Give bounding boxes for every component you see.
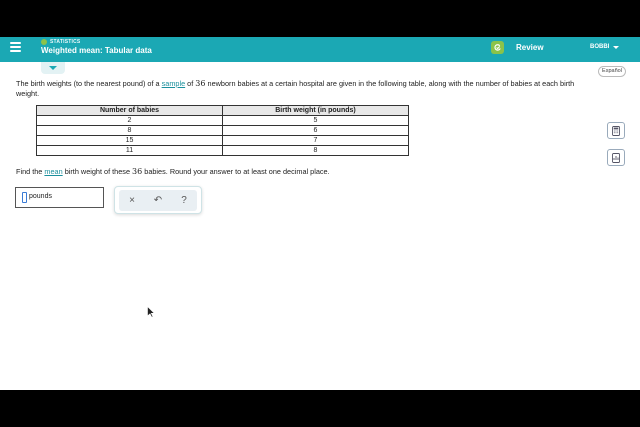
top-bar [0, 37, 640, 62]
topic-status-dot-icon [41, 39, 47, 45]
letterbox-bottom [0, 390, 640, 427]
table-header-weight: Birth weight (in pounds) [223, 106, 409, 116]
user-menu-button[interactable]: BOBBI [590, 44, 610, 50]
question-part: Find the [16, 167, 45, 176]
problem-text: newborn babies at a certain hospital are given in the following table, along with the number of babies at each birth weight. [16, 79, 575, 98]
answer-input[interactable] [15, 187, 104, 208]
problem-text: The birth weights (to the nearest pound) of a [16, 79, 162, 88]
table-cell: 6 [223, 126, 409, 136]
problem-statement [16, 79, 596, 99]
data-table [36, 105, 409, 156]
review-icon[interactable] [491, 41, 504, 54]
problem-text: of [185, 79, 196, 88]
letterbox-top [0, 0, 640, 37]
answer-tools-panel [114, 186, 202, 214]
table-cell: 11 [37, 146, 223, 156]
table-header-babies: Number of babies [37, 106, 223, 116]
sample-link[interactable]: sample [161, 79, 186, 88]
table-cell: 15 [37, 136, 223, 146]
main-content [0, 62, 640, 390]
chevron-down-icon[interactable] [613, 46, 619, 49]
table-cell: 8 [37, 126, 223, 136]
calculator-icon[interactable] [607, 122, 625, 139]
mean-link[interactable]: mean [44, 167, 63, 176]
sample-count: 36 [195, 79, 206, 88]
table-row [37, 116, 409, 126]
question-text [16, 167, 330, 176]
language-toggle-button[interactable]: Español [598, 66, 626, 77]
data-icon[interactable] [607, 149, 625, 166]
clear-button[interactable]: × [129, 195, 135, 206]
topic-label: STATISTICS [50, 39, 81, 45]
table-cell: 8 [223, 146, 409, 156]
review-button[interactable]: Review [516, 43, 544, 52]
table-cell: 2 [37, 116, 223, 126]
menu-icon[interactable] [10, 42, 22, 54]
table-row [37, 126, 409, 136]
undo-button[interactable]: ↶ [153, 195, 163, 206]
table-row [37, 136, 409, 146]
question-count: 36 [132, 167, 143, 176]
topic-block [41, 39, 152, 55]
help-button[interactable]: ? [181, 195, 187, 206]
input-cursor-icon [22, 192, 27, 203]
table-cell: 5 [223, 116, 409, 126]
mouse-pointer-icon [147, 306, 155, 318]
answer-units: pounds [29, 193, 52, 200]
question-part: birth weight of these [62, 167, 133, 176]
collapse-chevron-icon[interactable] [41, 62, 65, 74]
question-part: babies. Round your answer to at least one decimal place. [142, 167, 330, 176]
table-cell: 7 [223, 136, 409, 146]
topic-title: Weighted mean: Tabular data [41, 46, 152, 55]
table-row [37, 146, 409, 156]
